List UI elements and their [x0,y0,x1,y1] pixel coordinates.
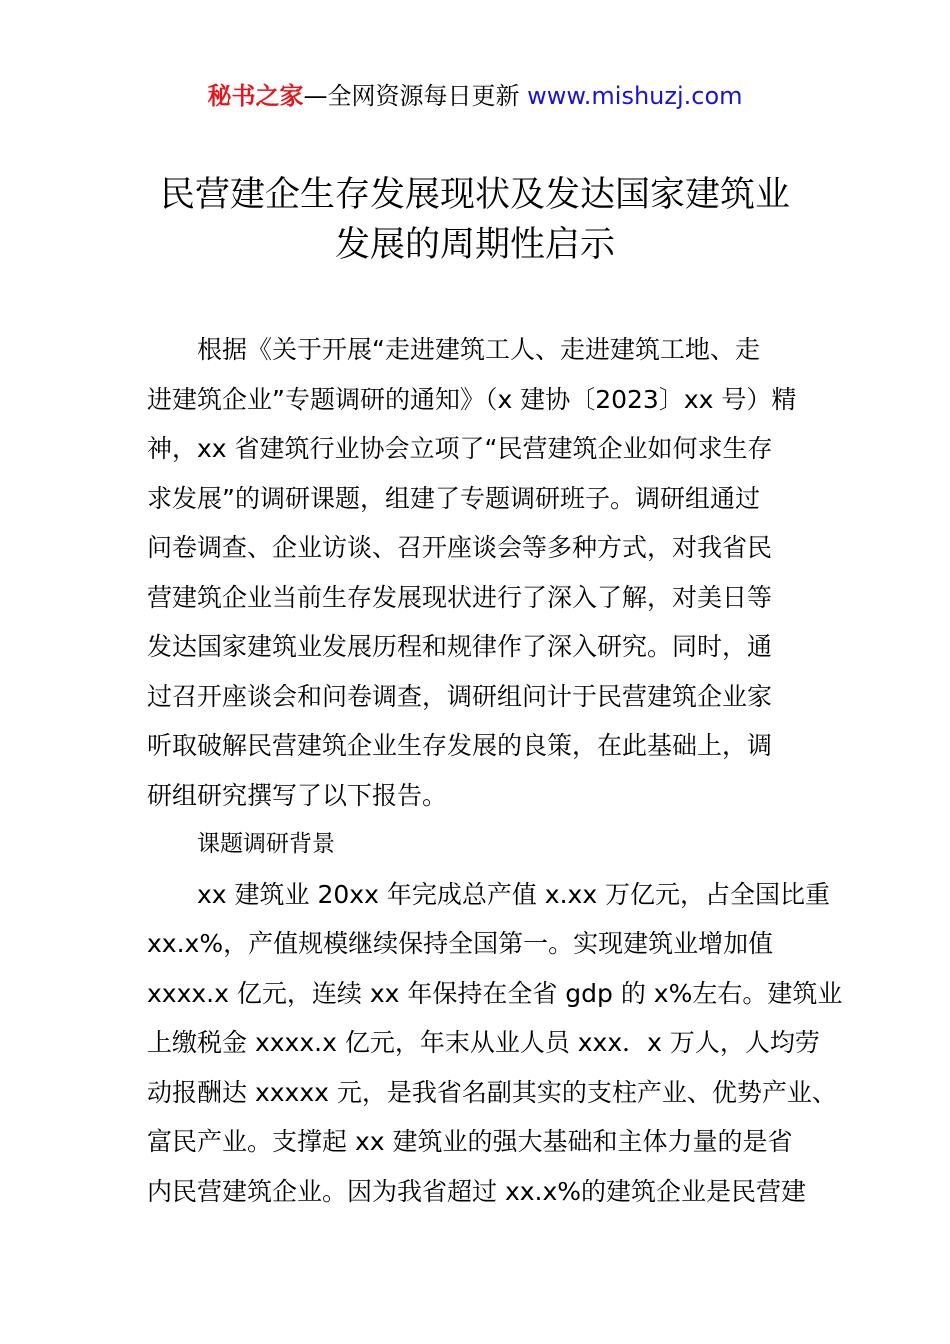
paragraph-line: 求发展”的调研课题，组建了专题调研班子。调研组通过 [147,483,760,513]
paragraph-line: 听取破解民营建筑企业生存发展的良策，在此基础上，调 [147,731,773,760]
paragraph-line: 上缴税金 xxxx.x 亿元，年末从业人员 xxx．x 万人，人均劳 [147,1028,820,1057]
section-heading [147,820,817,870]
title-line: 发展的周期性启示 [334,225,615,265]
site-url-link[interactable]: www.mishuzj.com [527,82,743,110]
header-tagline: —全网资源每日更新 [303,82,528,110]
paragraph-line: 神，xx 省建筑行业协会立项了“民营建筑企业如何求生存 [147,434,773,463]
paragraph-line: 问卷调查、企业访谈、召开座谈会等多种方式，对我省民 [147,533,773,562]
paragraph-line: 过召开座谈会和问卷调查，调研组问计于民营建筑企业家 [147,681,773,711]
site-header [0,80,950,112]
paragraph-line: 营建筑企业当前生存发展现状进行了深入了解，对美日等 [147,582,773,612]
paragraph-line: 根据《关于开展“走进建筑工人、走进建筑工地、走 [197,335,760,364]
document-title [100,170,850,270]
paragraph-line: 内民营建筑企业。因为我省超过 xx.x%的建筑企业是民营建 [147,1176,807,1206]
title-line: 民营建企生存发展现状及发达国家建筑业 [159,175,790,215]
section-heading-text: 课题调研背景 [197,831,335,857]
paragraph-line: 进建筑企业”专题调研的通知》（x 建协〔2023〕xx 号）精 [147,384,797,414]
paragraph-line: xxxx.x 亿元，连续 xx 年保持在全省 gdp 的 x%左右。建筑业 [147,978,843,1008]
brand-name: 秘书之家 [207,82,304,110]
paragraph-line: xx 建筑业 20xx 年完成总产值 x.xx 万亿元，占全国比重 [197,879,831,909]
paragraph [147,325,817,820]
paragraph-line: 发达国家建筑业发展历程和规律作了深入研究。同时，通 [147,632,773,661]
document-body [147,325,843,1216]
paragraph-line: 富民产业。支撑起 xx 建筑业的强大基础和主体力量的是省 [147,1127,793,1156]
paragraph-line: 研组研究撰写了以下报告。 [147,780,448,810]
paragraph-line: xx.x%，产值规模继续保持全国第一。实现建筑业增加值 [147,929,774,958]
paragraph [147,870,843,1217]
paragraph-line: 动报酬达 xxxxx 元，是我省名副其实的支柱产业、优势产业、 [147,1077,837,1107]
